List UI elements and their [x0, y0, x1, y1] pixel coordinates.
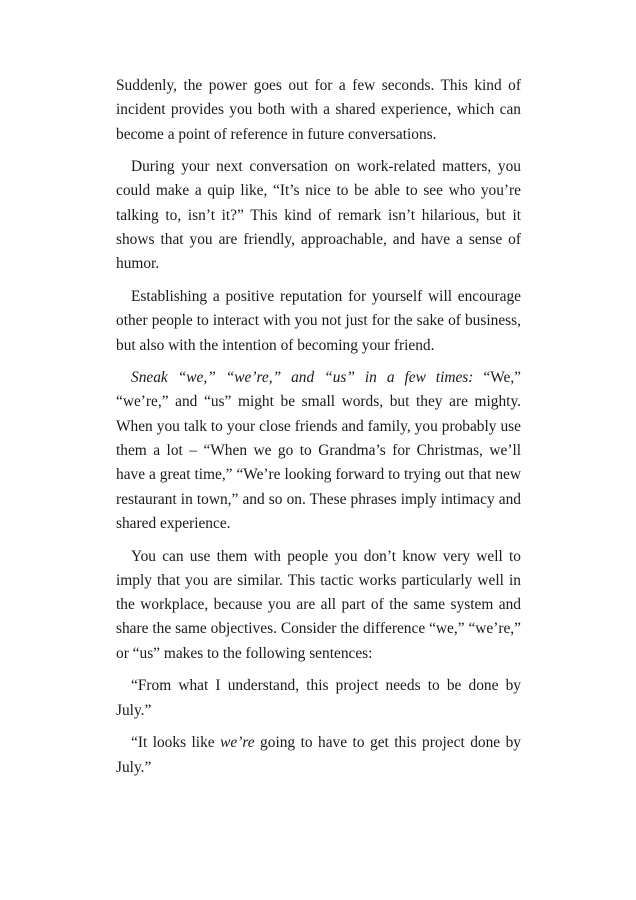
- paragraph-2-text: During your next conversation on work-related matters, you could make a quip like, “It’s nice to be able to see who you’re talking to, isn’t it?” This kind of remark isn’t hilarious, but it shows that you are friendly, approachable, and have a sense of humor.: [116, 158, 521, 273]
- paragraph-4: [116, 366, 521, 536]
- example-sentence-2-end: going to have to get this project done by July.”: [116, 734, 521, 776]
- paragraph-1: [116, 74, 521, 147]
- example-sentence-1-text: “From what I understand, this project needs to be done by July.”: [116, 677, 521, 719]
- example-sentence-2-start: “It looks like: [131, 734, 221, 752]
- paragraph-4-italic-lead: Sneak “we,” “we’re,” and “us” in a few times:: [131, 369, 474, 387]
- example-sentence-1: [116, 674, 521, 723]
- paragraph-5-text: You can use them with people you don’t know very well to imply that you are similar. This tactic works particularly well in the workplace, because you are all part of the same system and share the same objectives. Consider the difference “we,” “we’re,” or “us” makes to the following sentences:: [116, 547, 521, 662]
- document-page: [116, 74, 521, 788]
- paragraph-1-text: Suddenly, the power goes out for a few seconds. This kind of incident provides you both with a shared experience, which can become a point of reference in future conversations.: [116, 77, 521, 143]
- example-sentence-2-italic: we’re: [220, 734, 255, 752]
- paragraph-2: [116, 155, 521, 276]
- paragraph-3: [116, 285, 521, 358]
- paragraph-4-text: “We,” “we’re,” and “us” might be small words, but they are mighty. When you talk to your close friends and family, you probably use them a lot – “When we go to Grandma’s for Christmas, we’ll have a great time,” “We’re looking forward to trying out that new restaurant in town,” and so on. These phrases imply intimacy and shared experience.: [116, 369, 521, 532]
- paragraph-3-text: Establishing a positive reputation for yourself will encourage other people to interact with you not just for the sake of business, but also with the intention of becoming your friend.: [116, 287, 521, 354]
- example-sentence-2: [116, 731, 521, 780]
- paragraph-5: [116, 545, 521, 666]
